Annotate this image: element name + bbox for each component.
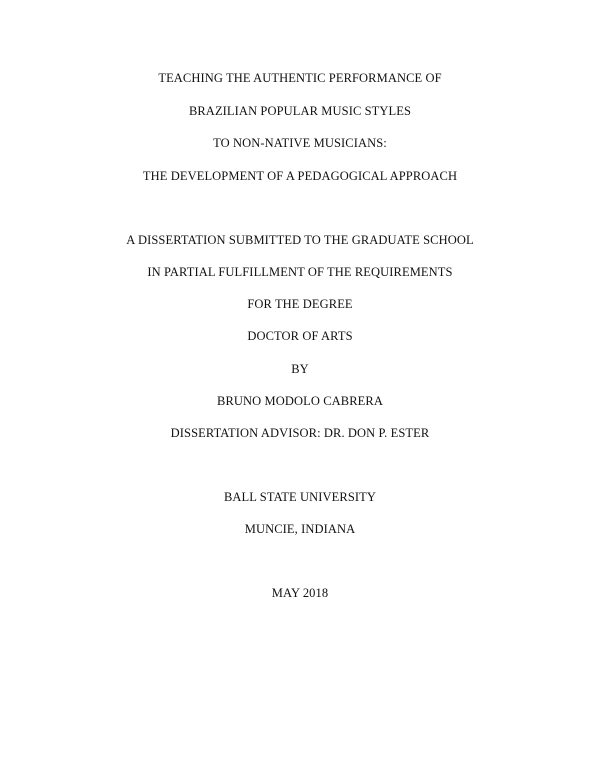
author-name: BRUNO MODOLO CABRERA — [217, 394, 383, 408]
submission-date: MAY 2018 — [271, 586, 329, 600]
university-location: MUNCIE, INDIANA — [244, 522, 356, 536]
by-label: BY — [291, 362, 309, 376]
advisor-line: DISSERTATION ADVISOR: DR. DON P. ESTER — [170, 426, 430, 440]
submission-line-3: FOR THE DEGREE — [247, 297, 353, 311]
title-line-4: THE DEVELOPMENT OF A PEDAGOGICAL APPROACH — [142, 169, 458, 183]
degree-name: DOCTOR OF ARTS — [247, 329, 353, 343]
submission-line-2: IN PARTIAL FULFILLMENT OF THE REQUIREMENTS — [147, 265, 453, 279]
title-line-3: TO NON-NATIVE MUSICIANS: — [213, 136, 387, 150]
submission-line-1: A DISSERTATION SUBMITTED TO THE GRADUATE SCHOOL — [126, 233, 474, 247]
title-line-2: BRAZILIAN POPULAR MUSIC STYLES — [188, 104, 412, 118]
title-line-1: TEACHING THE AUTHENTIC PERFORMANCE OF — [158, 71, 442, 85]
university-name: BALL STATE UNIVERSITY — [223, 490, 376, 504]
